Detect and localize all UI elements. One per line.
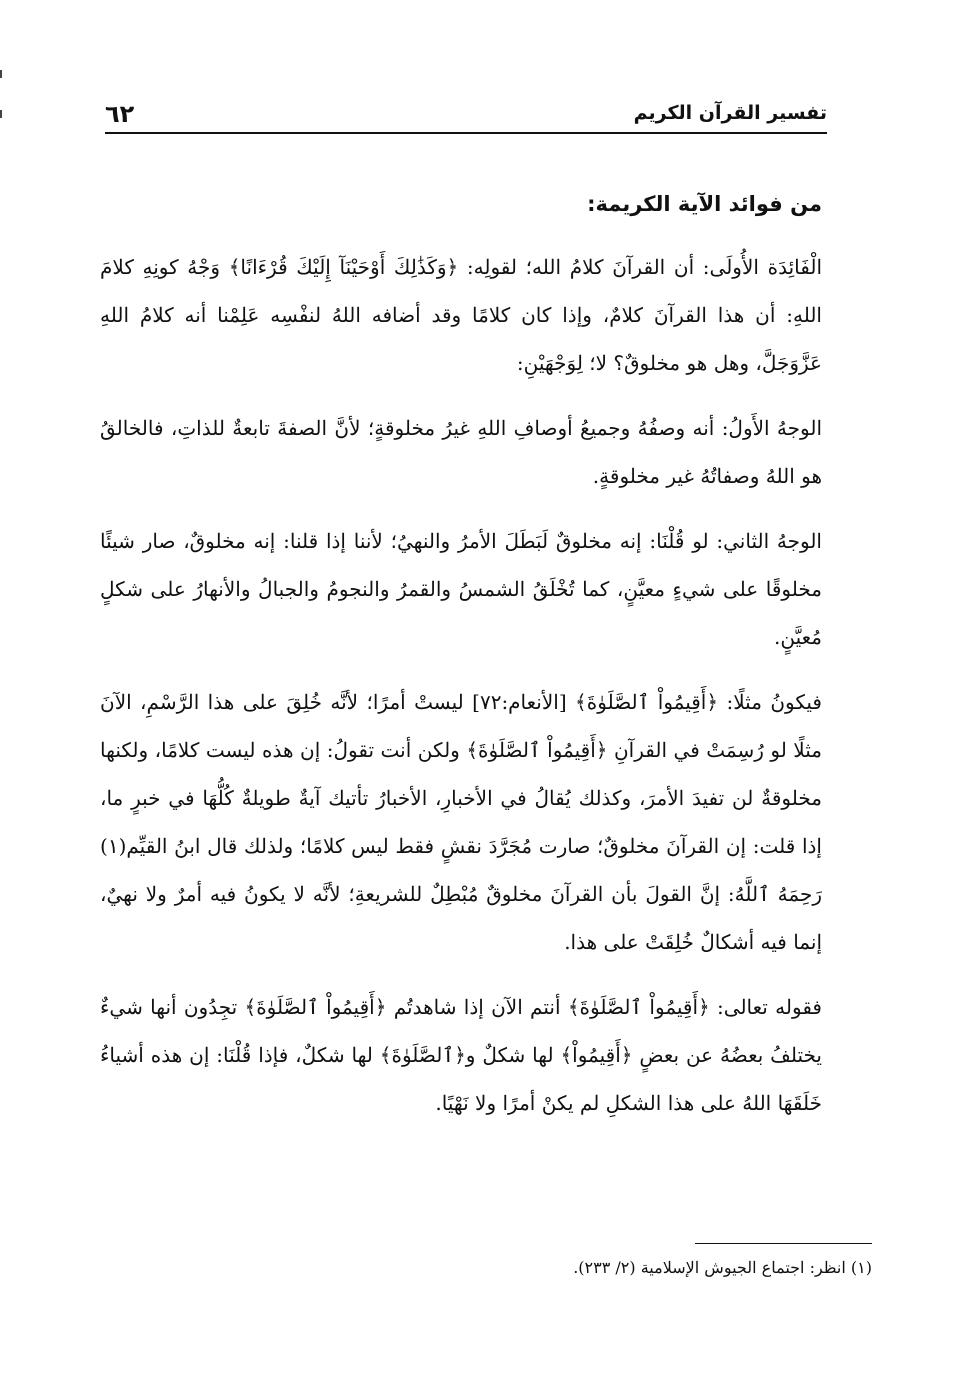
paragraph-conclusion: فقوله تعالى: ﴿أَقِيمُواْ ٱلصَّلَوٰةَ﴾ أنتم الآن إذا شاهدتُم ﴿أَقِيمُواْ ٱلصَّلَوٰةَ﴾ تجِدُون أنها شيءٌ يختلفُ بعضُهُ عن بعضٍ ﴿أَقِيمُواْ﴾ لها شكلٌ و﴿ٱلصَّلَوٰةَ﴾ لها شكلٌ، فإذا قُلْنَا: إن هذه أشياءُ خَلَقَهَا اللهُ على هذا الشكلِ لم يكنْ أمرًا ولا نَهْيًا.: [100, 995, 822, 1115]
footnote: (١) انظر: اجتماع الجيوش الإسلامية (٢/ ٢٣٣).: [573, 1258, 872, 1277]
header-rule: [105, 132, 827, 134]
scan-edge-mark: [0, 110, 2, 118]
section-heading: من فوائد الآية الكريمة:: [587, 192, 822, 216]
running-header: [105, 98, 827, 134]
page-body: [100, 185, 822, 1144]
footnote-rule: [695, 1243, 872, 1244]
book-title: تفسير القرآن الكريم: [633, 102, 827, 124]
scan-edge-mark: [0, 70, 2, 78]
paragraph-benefit-one: الْفَائِدَة الأُولَى: أن القرآنَ كلامُ الله؛ لقولِه: ﴿وَكَذَٰلِكَ أَوْحَيْنَآ إِلَيْكَ قُرْءَانًا﴾ وَجْهُ كونِهِ كلامَ اللهِ: أن هذا القرآنَ كلامٌ، وإذا كان كلامًا وقد أضافه اللهُ لنفْسِه عَلِمْنا أنه كلامُ اللهِ عَزَّوَجَلَّ، وهل هو مخلوقٌ؟ لا؛ لِوَجْهَيْنِ:: [100, 255, 822, 375]
paragraph-example: فيكونُ مثلًا: ﴿أَقِيمُواْ ٱلصَّلَوٰةَ﴾ [الأنعام:٧٢] ليستْ أمرًا؛ لأنَّه خُلِقَ على هذا الرَّسْمِ، الآنَ مثلًا لو رُسِمَتْ في القرآنِ ﴿أَقِيمُواْ ٱلصَّلَوٰةَ﴾ ولكن أنت تقولُ: إن هذه ليست كلامًا، ولكنها مخلوقةٌ لن تفيدَ الأمرَ، وكذلك يُقالُ في الأخبارِ، الأخبارُ تأتيك آيةٌ طويلةٌ كُلُّهَا في خبرٍ ما، إذا قلت: إن القرآنَ مخلوقٌ؛ صارت مُجَرَّدَ نقشٍ فقط ليس كلامًا؛ ولذلك قال ابنُ القيِّم(١) رَحِمَهُ ٱللَّهُ: إنَّ القولَ بأن القرآنَ مخلوقٌ مُبْطِلٌ للشريعةِ؛ لأنَّه لا يكونُ فيه أمرٌ ولا نهيٌ، إنما فيه أشكالٌ خُلِقَتْ على هذا.: [100, 690, 822, 954]
paragraph-first-aspect: الوجهُ الأَولُ: أنه وصفُهُ وجميعُ أوصافِ اللهِ غيرُ مخلوقةٍ؛ لأنَّ الصفةَ تابعةٌ للذاتِ، فالخالقُ هو اللهُ وصفاتُهُ غير مخلوقةٍ.: [100, 416, 822, 488]
paragraph-second-aspect: الوجهُ الثاني: لو قُلْنَا: إنه مخلوقٌ لَبَطَلَ الأمرُ والنهيُ؛ لأننا إذا قلنا: إنه مخلوقٌ، صار شيئًا مخلوقًا على شيءٍ معيَّنٍ، كما تُخْلَقُ الشمسُ والقمرُ والنجومُ والجبالُ والأنهارُ على شكلٍ مُعيَّنٍ.: [100, 529, 822, 649]
page-number: ٦٢: [105, 100, 135, 128]
